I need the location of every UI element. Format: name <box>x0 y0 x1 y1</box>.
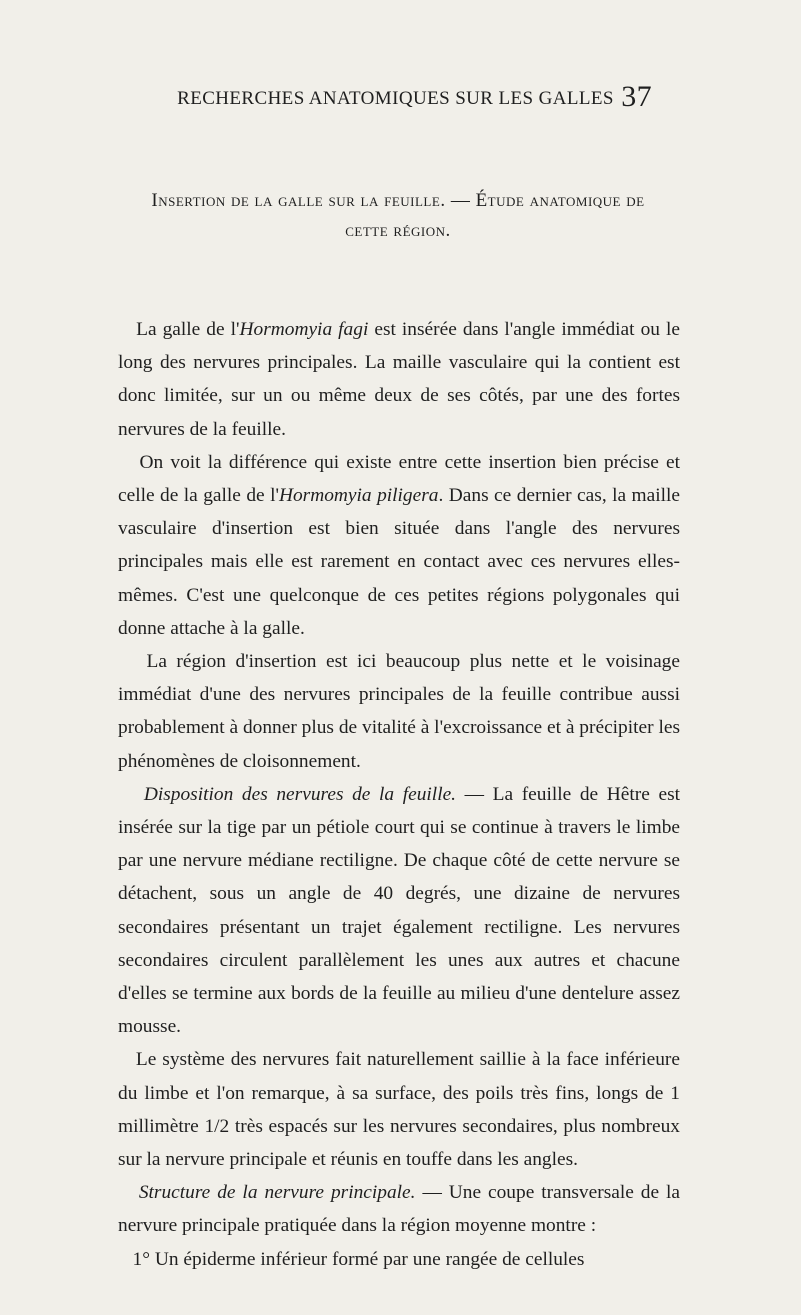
paragraph-2 <box>118 446 680 645</box>
running-title: RECHERCHES ANATOMIQUES SUR LES GALLES <box>177 88 614 109</box>
paragraph-7-text: 1° Un épiderme inférieur formé par une rangée de cellules <box>132 1248 585 1270</box>
subheading-structure: Structure de la nervure principale. <box>138 1182 416 1204</box>
paragraph-4 <box>118 778 680 1044</box>
page-number: 37 <box>621 80 652 113</box>
paragraph-7 <box>118 1243 680 1276</box>
species-name-fagi: Hormomyia fagi <box>239 319 369 340</box>
paragraph-4-text: — La feuille de Hêtre est insérée sur la tige par un pétiole court qui se continue à travers le limbe par une nervure médiane rectiligne. De chaque côté de cette nervure se détachent, sous un angle de 40 degrés, une dizaine de nervures secondaires présentant un trajet également rectiligne. Les nervures secondaires circulent parallèlement les unes aux autres et chacune d'elles se termine aux bords de la feuille au milieu d'une dentelure assez mousse. <box>118 783 680 1038</box>
paragraph-5-text: Le système des nervures fait naturellement saillie à la face inférieure du limbe et l'on remarque, à sa surface, des poils très fins, longs de 1 millimètre 1/2 très espacés sur les nervures secondaires, plus nombreux sur la nervure principale et réunis en touffe dans les angles. <box>118 1049 680 1171</box>
paragraph-1-text-a: La galle de l' <box>136 319 240 340</box>
section-heading-line-2: cette région. <box>345 220 451 241</box>
section-heading-line-1: Insertion de la galle sur la feuille. — Étude anatomique de <box>151 190 645 211</box>
paragraph-3-text: La région d'insertion est ici beaucoup plus nette et le voisinage immédiat d'une des nervures principales de la feuille contribue aussi probablement à donner plus de vitalité à l'excroissance et à précipiter les phénomènes de cloisonnement. <box>118 651 680 772</box>
paragraph-6 <box>118 1176 680 1242</box>
running-header <box>140 80 652 113</box>
paragraph-6-text: — Une coupe transversale de la nervure principale pratiquée dans la région moyenne montre : <box>118 1182 681 1237</box>
subheading-nervures: Disposition des nervures de la feuille. <box>143 783 457 805</box>
paragraph-1-text-b: est insérée dans l'angle immédiat ou le long des nervures principales. La maille vasculaire qui la contient est donc limitée, sur un ou même deux de ses côtés, par une des fortes nervures de la feuille. <box>118 319 680 440</box>
paragraph-5 <box>118 1043 680 1176</box>
species-name-piligera: Hormomyia piligera <box>278 485 439 507</box>
paragraph-1 <box>118 313 680 446</box>
paragraph-2-text-a: On voit la différence qui existe entre cette insertion bien précise et celle de la galle de l' <box>118 451 681 507</box>
paragraph-2-text-b: . Dans ce dernier cas, la maille vasculaire d'insertion est bien située dans l'angle des nervures principales mais elle est rarement en contact avec ces nervures elles-mêmes. C'est une quelconque de ces petites régions polygonales qui donne attache à la galle. <box>118 485 681 639</box>
body-text <box>118 313 680 1276</box>
paragraph-3 <box>118 645 680 778</box>
section-heading <box>118 186 678 246</box>
